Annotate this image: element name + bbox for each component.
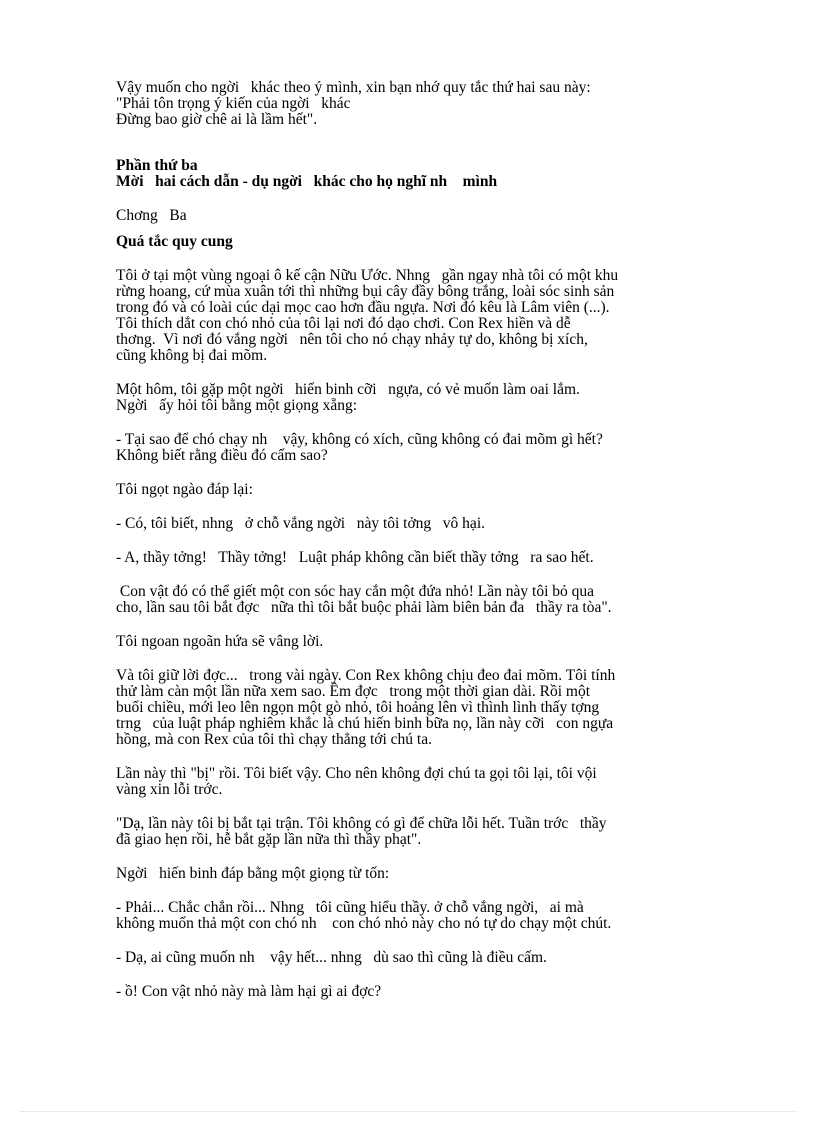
part-subtitle: Mời hai cách dẫn - dụ ngời khác cho họ nghĩ nh mình [116, 173, 498, 190]
paragraph-line: không muốn thả một con chó nh con chó nhỏ này cho nó tự do chạy một chút. [116, 915, 612, 932]
intro-block [116, 80, 740, 128]
paragraph-line: Tôi ngoan ngoãn hứa sẽ vâng lời. [116, 633, 324, 650]
paragraph-line: đã giao hẹn rồi, hễ bắt gặp lần nữa thì thầy phạt". [116, 831, 422, 848]
body-text [116, 268, 740, 1000]
paragraph-line: Tôi thích dắt con chó nhỏ của tôi lại nơi đó dạo chơi. Con Rex hiền và dễ [116, 315, 571, 332]
chapter-title: Quá tắc quy cung [116, 233, 233, 250]
body-paragraph [116, 634, 740, 650]
paragraph-line: Ngời ấy hỏi tôi bằng một giọng xẵng: [116, 397, 358, 414]
chapter-label: Chơng Ba [116, 207, 187, 224]
intro-line: Vậy muốn cho ngời khác theo ý mình, xin bạn nhớ quy tắc thứ hai sau này: [116, 79, 591, 96]
paragraph-line: trng của luật pháp nghiêm khắc là chú hiến binh bữa nọ, lần này cỡi con ngựa [116, 715, 614, 732]
paragraph-line: Ngời hiến binh đáp bằng một giọng từ tốn: [116, 865, 390, 882]
paragraph-line: rừng hoang, cứ mùa xuân tới thì những bụi cây đầy bông trắng, loài sóc sinh sản [116, 283, 615, 300]
part-title: Phần thứ ba [116, 157, 198, 174]
page-bottom-divider [20, 1111, 796, 1112]
paragraph-line: Tôi ở tại một vùng ngoại ô kế cận Nữu Ước. Nhng gần ngay nhà tôi có một khu [116, 267, 619, 284]
paragraph-line: cho, lần sau tôi bắt đợc nữa thì tôi bắt buộc phải làm biên bản đa thầy ra tòa". [116, 599, 612, 616]
paragraph-line: thơng. Vì nơi đó vắng ngời nên tôi cho nó chạy nhảy tự do, không bị xích, [116, 331, 588, 348]
paragraph-line: Tôi ngọt ngào đáp lại: [116, 481, 253, 498]
paragraph-line: - Phải... Chắc chắn rồi... Nhng tôi cũng hiểu thầy. ở chỗ vắng ngời, ai mà [116, 899, 584, 916]
paragraph-line: Một hôm, tôi gặp một ngời hiến binh cỡi ngựa, có vẻ muốn làm oai lắm. [116, 381, 580, 398]
paragraph-line: "Dạ, lần này tôi bị bắt tại trận. Tôi không có gì để chữa lỗi hết. Tuần trớc thầy [116, 815, 607, 832]
document-page [116, 80, 740, 1000]
paragraph-line: - Dạ, ai cũng muốn nh vậy hết... nhng dù sao thì cũng là điều cấm. [116, 949, 547, 966]
paragraph-line: - ồ! Con vật nhỏ này mà làm hại gì ai đợc? [116, 983, 382, 1000]
paragraph-line: - Tại sao để chó chạy nh vậy, không có xích, cũng không có đai mõm gì hết? [116, 431, 603, 448]
paragraph-line: buổi chiều, mới leo lên ngọn một gò nhỏ, tôi hoảng lên vì thình lình thấy tợng [116, 699, 600, 716]
paragraph-line: - A, thầy tởng! Thầy tởng! Luật pháp không cần biết thầy tởng ra sao hết. [116, 549, 594, 566]
body-paragraph [116, 950, 740, 966]
intro-line: Đừng bao giờ chê ai là lầm hết". [116, 111, 318, 128]
body-paragraph [116, 550, 740, 566]
body-paragraph [116, 584, 740, 616]
paragraph-line: vàng xin lỗi trớc. [116, 781, 223, 798]
intro-line: "Phải tôn trọng ý kiến của ngời khác [116, 95, 351, 112]
body-paragraph [116, 816, 740, 848]
body-paragraph [116, 268, 740, 364]
paragraph-line: - Có, tôi biết, nhng ở chỗ vắng ngời này tôi tởng vô hại. [116, 515, 485, 532]
body-paragraph [116, 766, 740, 798]
body-paragraph [116, 900, 740, 932]
paragraph-line: thử làm càn một lần nữa xem sao. Êm đợc trong một thời gian dài. Rồi một [116, 683, 591, 700]
paragraph-line: trong đó và có loài cúc dại mọc cao hơn đầu ngựa. Nơi đó kêu là Lâm viên (...). [116, 299, 610, 316]
body-paragraph [116, 866, 740, 882]
paragraph-line: Không biết rằng điều đó cấm sao? [116, 447, 328, 464]
body-paragraph [116, 432, 740, 464]
part-heading [116, 158, 740, 190]
paragraph-line: Lần này thì "bị" rồi. Tôi biết vậy. Cho nên không đợi chú ta gọi tôi lại, tôi vội [116, 765, 597, 782]
body-paragraph [116, 516, 740, 532]
paragraph-line: hồng, mà con Rex của tôi thì chạy thẳng tới chú ta. [116, 731, 432, 748]
paragraph-line: Con vật đó có thể giết một con sóc hay cắn một đứa nhỏ! Lần này tôi bỏ qua [116, 583, 595, 600]
body-paragraph [116, 984, 740, 1000]
paragraph-line: cũng không bị đai mõm. [116, 347, 268, 364]
body-paragraph [116, 482, 740, 498]
body-paragraph [116, 668, 740, 748]
paragraph-line: Và tôi giữ lời đợc... trong vài ngày. Con Rex không chịu đeo đai mõm. Tôi tính [116, 667, 616, 684]
body-paragraph [116, 382, 740, 414]
